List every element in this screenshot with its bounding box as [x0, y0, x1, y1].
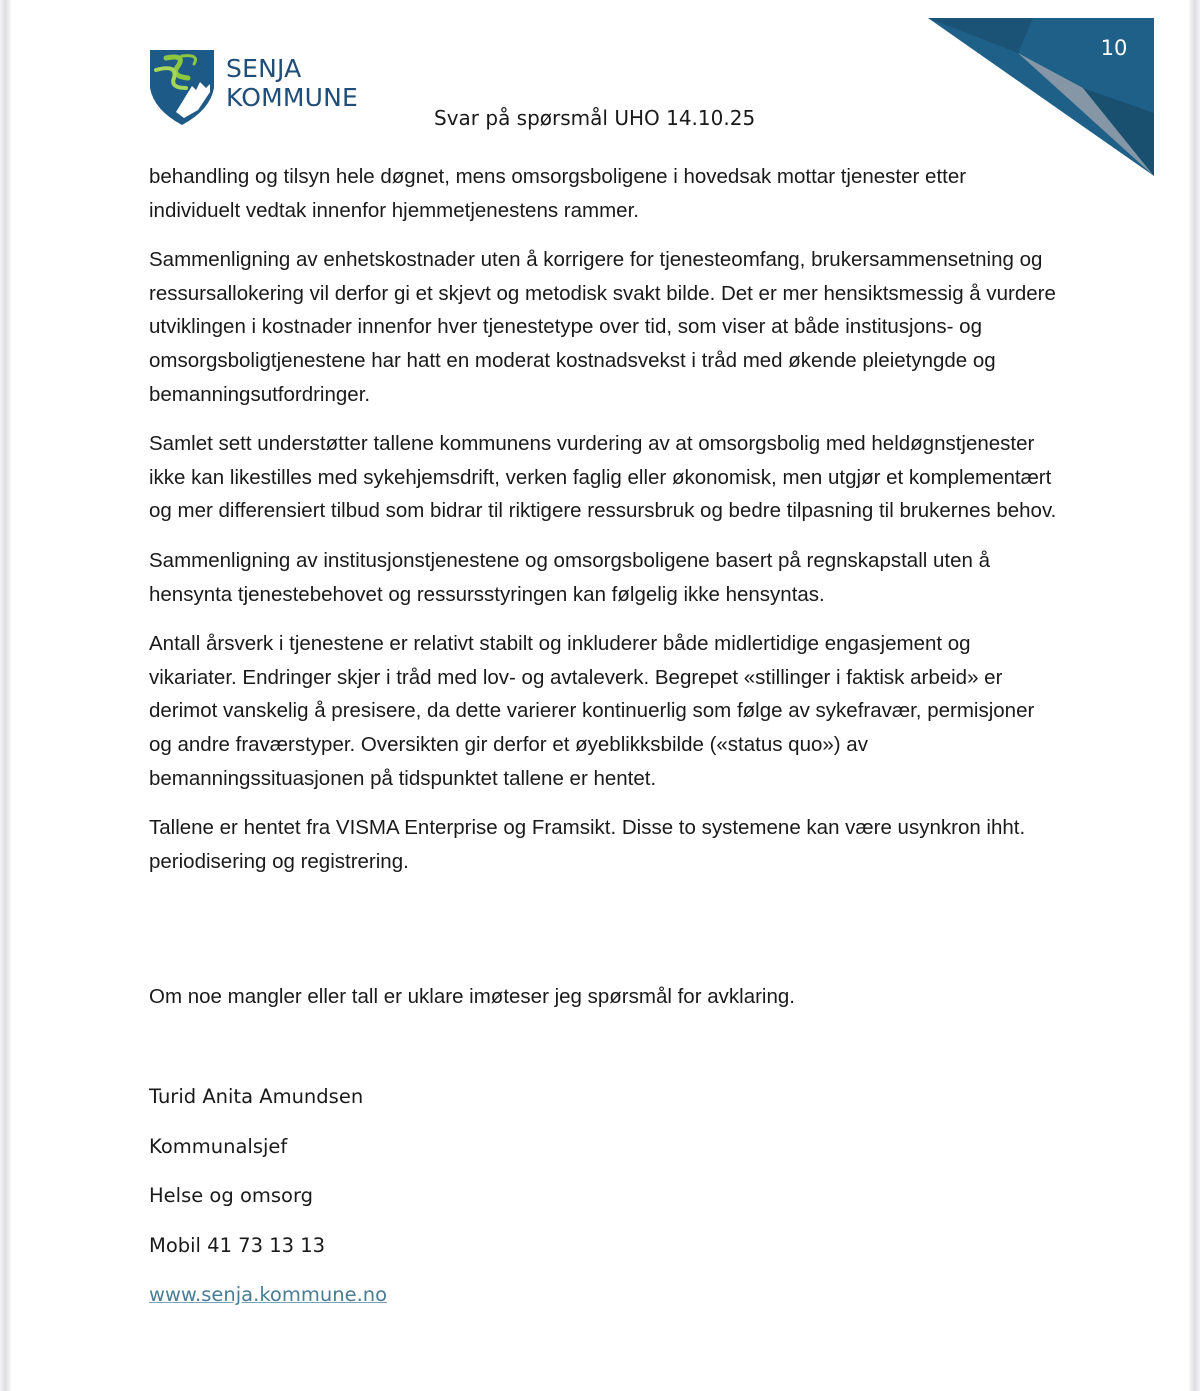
closing-remark: Om noe mangler eller tall er uklare imøteser jeg spørsmål for avklaring.	[149, 985, 795, 1008]
paragraph: Sammenligning av institusjonstjenestene og omsorgsboligene basert på regnskapstall uten å hensynta tjenestebehovet og ressursstyringen kan følgelig ikke hensyntas.	[149, 548, 991, 606]
signature-name: Turid Anita Amundsen	[149, 1085, 364, 1108]
page-edge-left	[0, 0, 12, 1391]
signature-block	[149, 1080, 387, 1328]
page-number: 10	[1100, 36, 1128, 60]
paragraph: Tallene er hentet fra VISMA Enterprise og Framsikt. Disse to systemene kan være usynkron ihht. periodisering og registrering.	[149, 816, 1026, 873]
page-edge-right	[1188, 0, 1200, 1391]
body-text	[149, 160, 1059, 894]
website-link[interactable]: www.senja.kommune.no	[149, 1283, 388, 1307]
logo-line-2: KOMMUNE	[226, 83, 359, 112]
signature-department: Helse og omsorg	[149, 1184, 314, 1208]
paragraph: Samlet sett understøtter tallene kommunens vurdering av at omsorgsbolig med heldøgnstjenester ikke kan likestilles med sykehjemsdrift, verken faglig eller økonomisk, men utgjør et komplementært og mer differensiert tilbud som bidrar til riktigere ressursbruk og bedre tilpasning til brukernes behov.	[149, 432, 1057, 523]
paragraph: Sammenligning av enhetskostnader uten å korrigere for tjenesteomfang, brukersammensetning og ressursallokering vil derfor gi et skjevt og metodisk svakt bilde. Det er mer hensiktsmessig å vurdere utviklingen i kostnader innenfor hver tjenestetype over tid, som viser at både institusjons- og omsorgsboligtjenestene har hatt en moderat kostnadsvekst i tråd med økende pleietyngde og bemanningsutfordringer.	[149, 248, 1056, 406]
signature-phone: Mobil 41 73 13 13	[149, 1233, 326, 1257]
signature-role: Kommunalsjef	[149, 1134, 288, 1158]
senja-shield-icon	[148, 48, 216, 126]
senja-kommune-logo	[148, 48, 358, 126]
document-title: Svar på spørsmål UHO 14.10.25	[434, 106, 756, 130]
paragraph: Antall årsverk i tjenestene er relativt stabilt og inkluderer både midlertidige engasjement og vikariater. Endringer skjer i tråd med lov- og avtaleverk. Begrepet «stillinger i faktisk arbeid» er derimot vanskelig å presisere, da dette varierer kontinuerlig som følge av sykefravær, permisjoner og andre fraværstyper. Oversikten gir derfor et øyeblikksbilde («status quo») av bemanningssituasjonen på tidspunktet tallene er hentet.	[149, 632, 1035, 790]
logo-line-1: SENJA	[226, 54, 302, 83]
logo-wordmark	[226, 54, 358, 112]
paragraph: behandling og tilsyn hele døgnet, mens omsorgsboligene i hovedsak mottar tjenester etter individuelt vedtak innenfor hjemmetjenestens rammer.	[149, 165, 967, 222]
